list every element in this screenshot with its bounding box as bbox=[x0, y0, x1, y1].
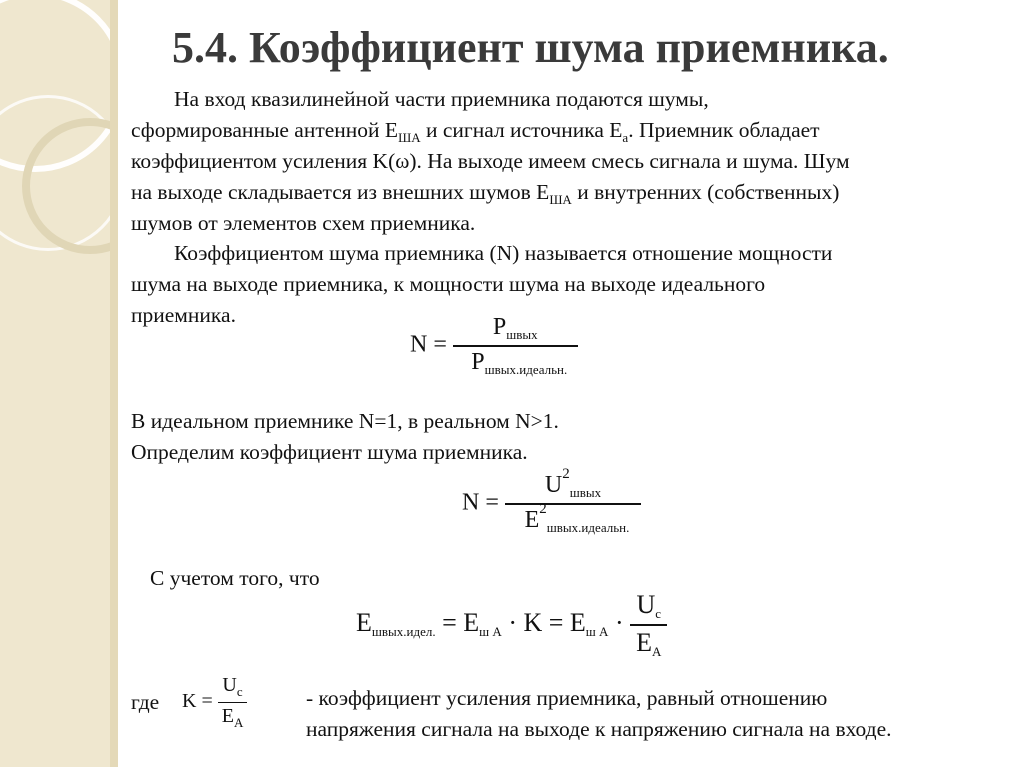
text-line: С учетом того, что bbox=[150, 566, 320, 590]
fraction bbox=[453, 314, 578, 378]
text-line: коэффициентом усиления K(ω). На выходе имеем смесь сигнала и шума. Шум bbox=[131, 149, 850, 173]
equation-gain bbox=[182, 674, 247, 731]
denominator: E bbox=[524, 507, 540, 533]
text-line: На вход квазилинейной части приемника подаются шумы, bbox=[174, 87, 709, 111]
subscript: A bbox=[652, 644, 662, 659]
text-line: . Приемник обладает bbox=[628, 118, 820, 142]
subscript: ША bbox=[398, 130, 421, 145]
subscript: ША bbox=[549, 192, 572, 207]
equation-signal bbox=[356, 590, 667, 660]
denominator: E bbox=[221, 705, 234, 727]
text-line: и внутренних (собственных) bbox=[571, 180, 840, 204]
subscript: швых bbox=[506, 327, 538, 342]
numerator: P bbox=[492, 314, 507, 340]
numerator: U bbox=[222, 674, 237, 696]
fraction bbox=[505, 466, 641, 536]
where-label: где bbox=[131, 690, 160, 714]
fraction bbox=[630, 590, 667, 660]
text-line: шумов от элементов схем приемника. bbox=[131, 211, 476, 235]
paragraph-gain-description bbox=[306, 683, 892, 745]
equation-term: E bbox=[356, 607, 372, 637]
subscript: швых.идеальн. bbox=[546, 520, 630, 535]
subscript: c bbox=[236, 684, 243, 699]
equation-term: · bbox=[608, 607, 624, 637]
text-line: - коэффициент усиления приемника, равный отношению bbox=[306, 686, 828, 710]
equation-noise-voltage bbox=[462, 466, 641, 536]
paragraph-given bbox=[150, 563, 320, 594]
sidebar-stripe bbox=[110, 0, 118, 767]
text-line: приемника. bbox=[131, 303, 236, 327]
fraction bbox=[218, 674, 248, 731]
equation-noise-power bbox=[410, 314, 578, 378]
superscript: 2 bbox=[562, 466, 570, 482]
subscript: а bbox=[622, 130, 629, 145]
paragraph-intro bbox=[131, 84, 850, 239]
equation-lhs: N = bbox=[462, 489, 499, 516]
decorative-sidebar bbox=[0, 0, 118, 767]
denominator: E bbox=[636, 628, 653, 657]
equation-lhs: N = bbox=[410, 331, 447, 358]
superscript: 2 bbox=[539, 501, 547, 517]
text-line: напряжения сигнала на выходе к напряжению сигнала на входе. bbox=[306, 717, 892, 741]
subscript: швых bbox=[569, 485, 602, 500]
text-line: сформированные антенной Е bbox=[131, 118, 399, 142]
numerator: U bbox=[636, 590, 656, 619]
numerator: U bbox=[544, 472, 563, 498]
page-title: 5.4. Коэффициент шума приемника. bbox=[172, 23, 889, 72]
equation-term: = E bbox=[435, 607, 480, 637]
text-line: шума на выходе приемника, к мощности шума на выходе идеального bbox=[131, 272, 766, 296]
subscript: швых.идел. bbox=[371, 623, 436, 639]
subscript: ш А bbox=[585, 623, 609, 639]
text-line: Определим коэффициент шума приемника. bbox=[131, 440, 528, 464]
text-line: на выходе складывается из внешних шумов Е bbox=[131, 180, 550, 204]
text-line: Коэффициентом шума приемника (N) называется отношение мощности bbox=[174, 241, 833, 265]
denominator: P bbox=[471, 349, 485, 375]
text-line: и сигнал источника Е bbox=[420, 118, 623, 142]
paragraph-ideal bbox=[131, 406, 559, 468]
subscript: A bbox=[233, 715, 244, 730]
subscript: c bbox=[655, 606, 662, 621]
subscript: швых.идеальн. bbox=[484, 362, 568, 377]
equation-term: · K = E bbox=[501, 607, 586, 637]
text-line: В идеальном приемнике N=1, в реальном N>1. bbox=[131, 409, 559, 433]
subscript: ш А bbox=[479, 623, 502, 639]
equation-lhs: K = bbox=[182, 690, 213, 713]
